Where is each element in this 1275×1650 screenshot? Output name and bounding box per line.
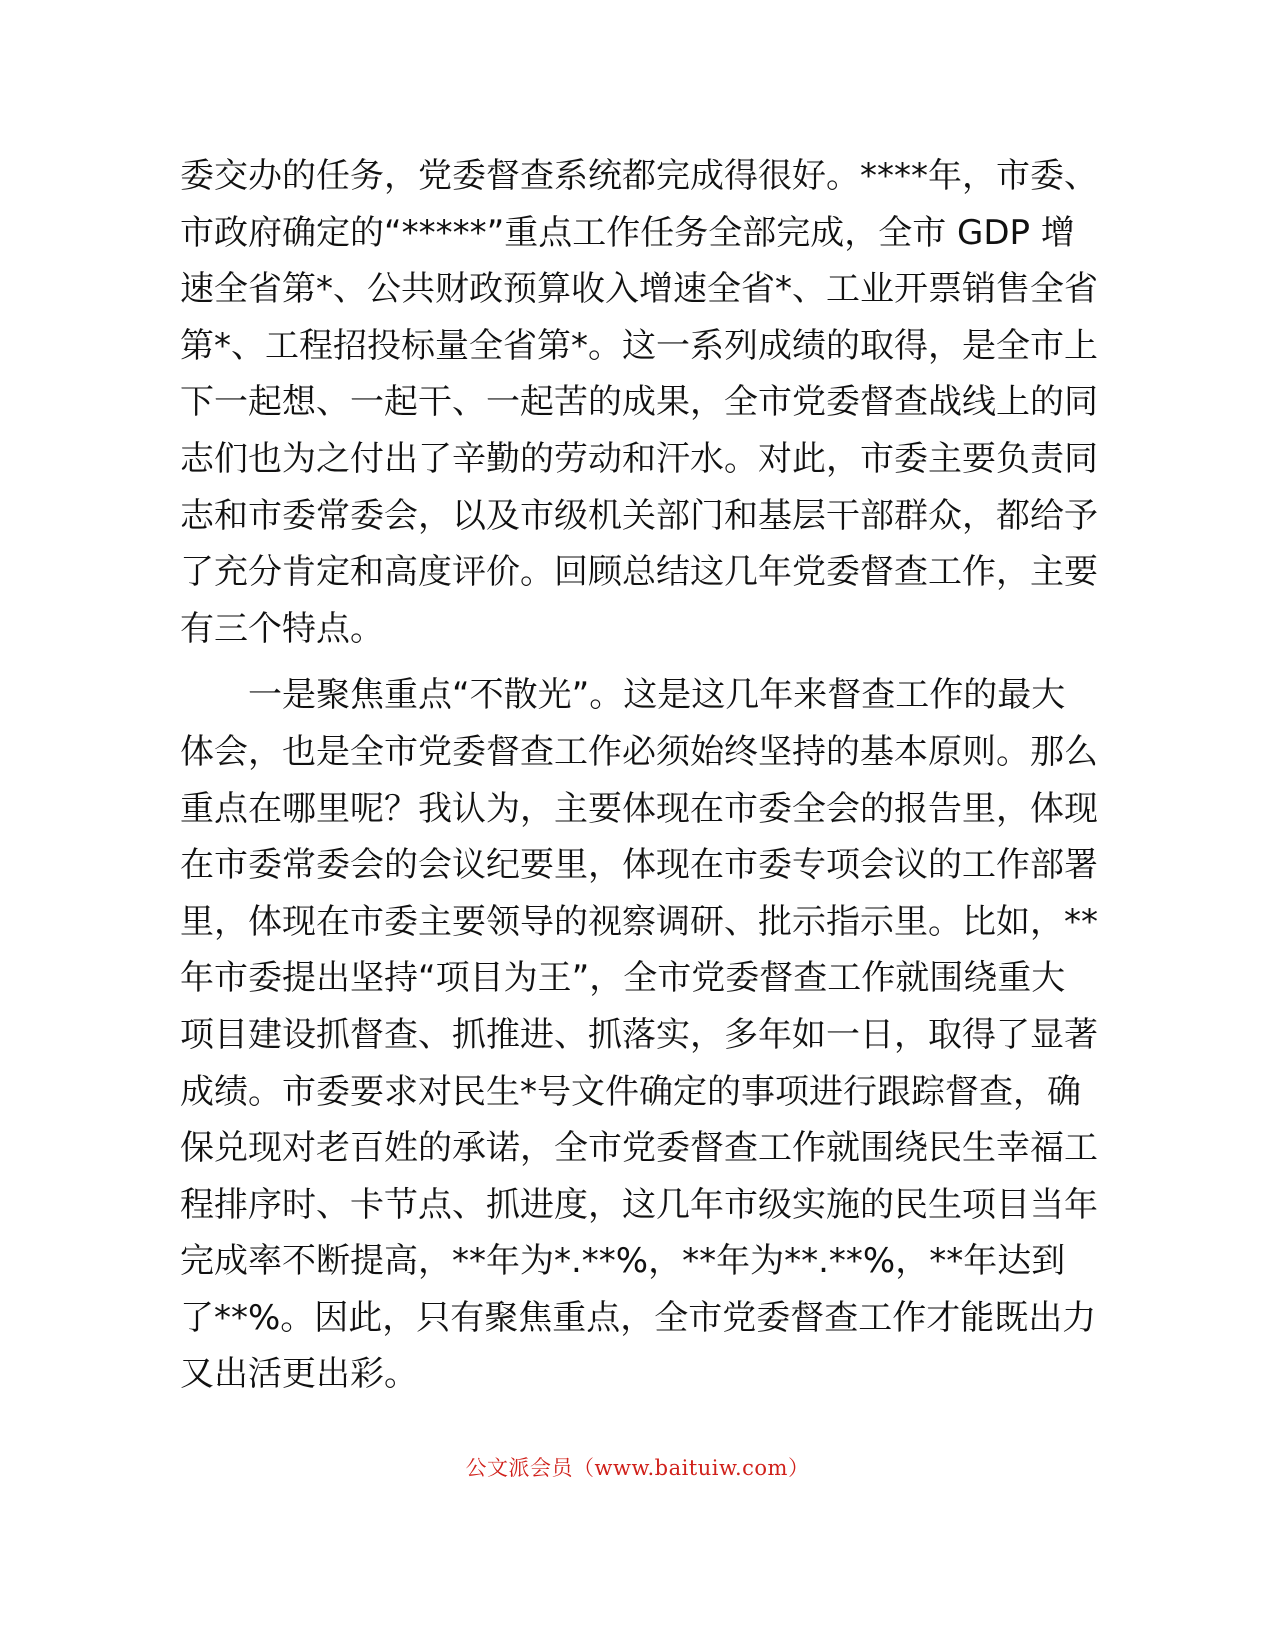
text-line: 年市委提出坚持“项目为王”，全市党委督查工作就围绕重大 [180,958,1066,999]
text-line: 在市委常委会的会议纪要里，体现在市委专项会议的工作部署 [180,845,1098,886]
text-line: 保兑现对老百姓的承诺，全市党委督查工作就围绕民生幸福工 [180,1128,1098,1169]
paragraph-1 [180,148,1098,657]
text-line: 体会，也是全市党委督查工作必须始终坚持的基本原则。那么 [180,731,1098,772]
document-body [180,148,1098,1403]
text-line: 志和市委常委会，以及市级机关部门和基层干部群众，都给予 [180,495,1098,536]
text-line: 下一起想、一起干、一起苦的成果，全市党委督查战线上的同 [180,382,1098,423]
text-line: 里，体现在市委主要领导的视察调研、批示指示里。比如，** [180,901,1098,942]
text-line: 重点在哪里呢？我认为，主要体现在市委全会的报告里，体现 [180,788,1098,829]
text-line: 委交办的任务，党委督查系统都完成得很好。****年，市委、 [180,156,1098,196]
text-line: 了充分肯定和高度评价。回顾总结这几年党委督查工作，主要 [180,552,1098,593]
paragraph-gap [180,657,1040,667]
footer-watermark: 公文派会员（www.baituiw.com） [465,1456,810,1480]
text-line: 有三个特点。 [180,608,384,649]
text-line: 一是聚焦重点“不散光”。这是这几年来督查工作的最大 [248,675,1066,716]
text-line: 完成率不断提高，**年为*.**%，**年为**.**%，**年达到 [180,1241,1066,1282]
text-line: 了**%。因此，只有聚焦重点，全市党委督查工作才能既出力 [180,1297,1097,1338]
text-line: 程排序时、卡节点、抓进度，这几年市级实施的民生项目当年 [180,1184,1098,1225]
paragraph-2 [180,667,1098,1403]
text-line: 速全省第*、公共财政预算收入增速全省*、工业开票销售全省 [180,269,1098,310]
text-line: 第*、工程招投标量全省第*。这一系列成绩的取得，是全市上 [180,325,1098,366]
text-line: 市政府确定的“*****”重点工作任务全部完成，全市 GDP 增 [180,212,1075,253]
text-line: 志们也为之付出了辛勤的劳动和汗水。对此，市委主要负责同 [180,438,1098,479]
text-line: 成绩。市委要求对民生*号文件确定的事项进行跟踪督查，确 [180,1071,1081,1112]
text-line: 又出活更出彩。 [180,1354,418,1395]
text-line: 项目建设抓督查、抓推进、抓落实，多年如一日，取得了显著 [180,1014,1098,1055]
